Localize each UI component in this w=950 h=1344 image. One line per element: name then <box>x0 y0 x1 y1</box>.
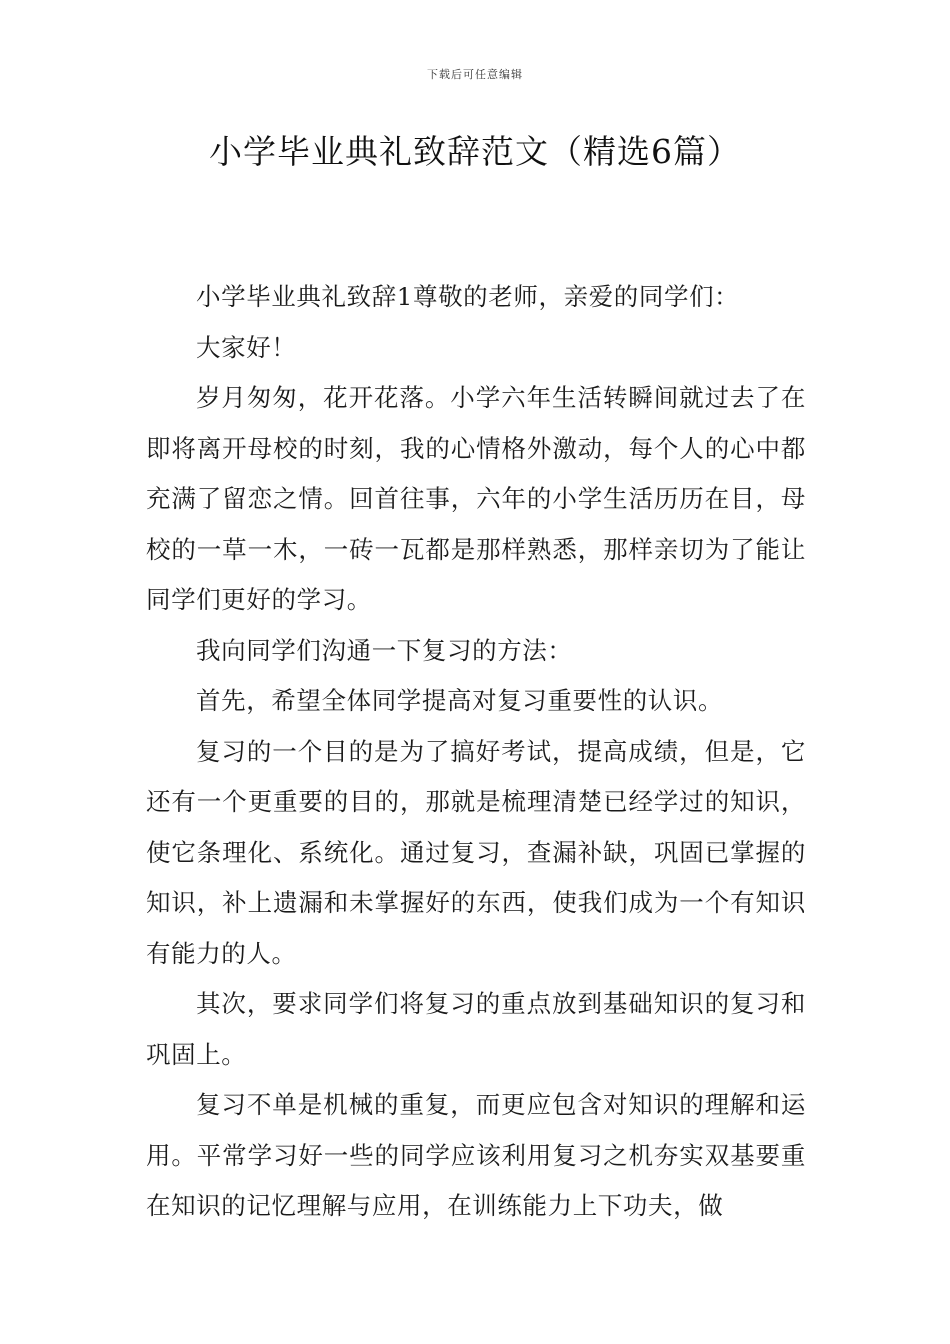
paragraph-greeting: 小学毕业典礼致辞1尊敬的老师，亲爱的同学们： <box>196 282 740 311</box>
paragraph-methods-intro: 我向同学们沟通一下复习的方法： <box>196 635 573 665</box>
paragraph-hello: 大家好！ <box>196 332 297 362</box>
paragraph-review-purpose: 复习的一个目的是为了搞好考试，提高成绩，但是，它还有一个更重要的目的，那就是梳理清楚已经学过的知识，使它条理化、系统化。通过复习，查漏补缺，巩固已掌握的知识，补上遗漏和未掌握好的东西，使我们成为一个有知识有能力的人。 <box>146 736 806 968</box>
paragraph-first-point: 首先，希望全体同学提高对复习重要性的认识。 <box>196 686 724 715</box>
paragraph-second-point: 其次，要求同学们将复习的重点放到基础知识的复习和巩固上。 <box>146 989 806 1069</box>
paragraph-review-application: 复习不单是机械的重复，而更应包含对知识的理解和运用。平常学习好一些的同学应该利用复习之机夯实双基要重在知识的记忆理解与应用，在训练能力上下功夫，做 <box>146 1090 806 1220</box>
document-title: 小学毕业典礼致辞范文（精选6篇） <box>209 132 741 171</box>
document-body <box>146 272 806 1232</box>
header-note: 下载后可任意编辑 <box>427 68 523 81</box>
paragraph-memories: 岁月匆匆，花开花落。小学六年生活转瞬间就过去了在即将离开母校的时刻，我的心情格外激动，每个人的心中都充满了留恋之情。回首往事，六年的小学生活历历在目，母校的一草一木，一砖一瓦都是那样熟悉，那样亲切为了能让同学们更好的学习。 <box>146 383 806 614</box>
